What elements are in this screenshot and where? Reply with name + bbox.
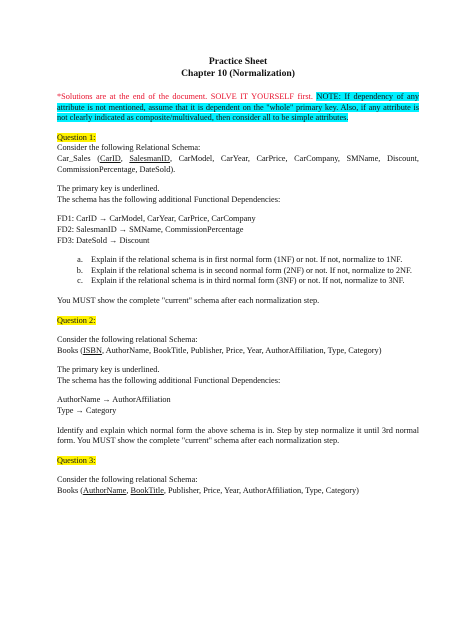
question-1-fd2: FD2: SalesmanID → SMName, CommissionPercentage	[57, 224, 244, 234]
document-content	[57, 56, 419, 497]
assumption-note: NOTE: If dependency of any attribute is not mentioned, assume that it is dependent on the "whole" primary key. Also, if any attribute is not clearly indicated as composite/multivalued, then consider all to be simple attributes.	[57, 92, 420, 123]
question-2-fd1: AuthorName → AuthorAffiliation	[57, 395, 171, 405]
question-1-subquestions	[57, 255, 419, 287]
question-3-intro: Consider the following relational Schema:	[57, 475, 198, 485]
schema-prefix: Books (	[57, 345, 84, 355]
question-1-fd3: FD3: DateSold → Discount	[57, 235, 150, 245]
question-3-label: Question 3:	[57, 455, 96, 465]
question-1-label: Question 1:	[57, 132, 96, 142]
subquestion-c: c. Explain if the relational schema is in third normal form (3NF) or not. If not, normalize to 3NF.	[85, 276, 419, 287]
question-3-heading	[57, 456, 419, 467]
schema-prefix: Car_Sales (	[57, 153, 100, 163]
primary-key-booktitle: BookTitle	[130, 486, 164, 496]
question-2-fd-intro: The schema has the following additional Functional Dependencies:	[57, 375, 281, 385]
primary-key-carid: CarID	[99, 153, 121, 163]
question-2-intro: Consider the following relational Schema:	[57, 335, 198, 345]
question-2-fd2: Type → Category	[57, 406, 117, 416]
question-1-fd1: FD1: CarID → CarModel, CarYear, CarPrice, CarCompany	[57, 214, 256, 224]
schema-separator: ,	[126, 486, 131, 496]
question-2-label: Question 2:	[57, 315, 96, 325]
schema-rest: , Publisher, Price, Year, AuthorAffiliation, Type, Category)	[163, 486, 359, 496]
schema-rest: , AuthorName, BookTitle, Publisher, Price, Year, AuthorAffiliation, Type, Category)	[101, 345, 382, 355]
question-1-fd-intro: The schema has the following additional Functional Dependencies:	[57, 194, 281, 204]
document-title: Practice Sheet	[208, 56, 268, 67]
instructions-note	[57, 92, 419, 124]
schema-rest: , CarModel, CarYear, CarPrice, CarCompany, SMName, Discount, CommissionPercentage, DateSold).	[57, 153, 419, 174]
question-1-intro: Consider the following Relational Schema:	[57, 143, 201, 153]
question-2-schema	[57, 346, 419, 357]
solutions-note: *Solutions are at the end of the document. SOLVE IT YOURSELF first.	[57, 92, 313, 101]
question-1-pk-note: The primary key is underlined.	[57, 184, 160, 194]
question-1-heading	[57, 133, 419, 144]
question-2-heading	[57, 316, 419, 327]
primary-key-authorname: AuthorName	[83, 486, 127, 496]
primary-key-salesmanid: SalesmanID	[129, 153, 170, 163]
schema-prefix: Books (	[57, 486, 84, 496]
chapter-title: Chapter 10 (Normalization)	[181, 68, 295, 79]
question-2-task: Identify and explain which normal form the above schema is in. Step by step normalize it until 3rd normal form. You MUST show the complete "current" schema after each normalization step.	[57, 425, 419, 446]
primary-key-isbn: ISBN	[83, 345, 102, 355]
subquestion-a: a. Explain if the relational schema is in first normal form (1NF) or not. If not, normalize to 1NF.	[85, 255, 419, 266]
question-1-schema	[57, 154, 419, 175]
question-3-schema	[57, 486, 419, 497]
question-1-must-note: You MUST show the complete "current" schema after each normalization step.	[57, 295, 320, 305]
question-2-pk-note: The primary key is underlined.	[57, 365, 160, 375]
schema-separator: ,	[120, 153, 130, 163]
subquestion-b: b. Explain if the relational schema is in second normal form (2NF) or not. If not, normalize to 2NF.	[85, 266, 419, 277]
